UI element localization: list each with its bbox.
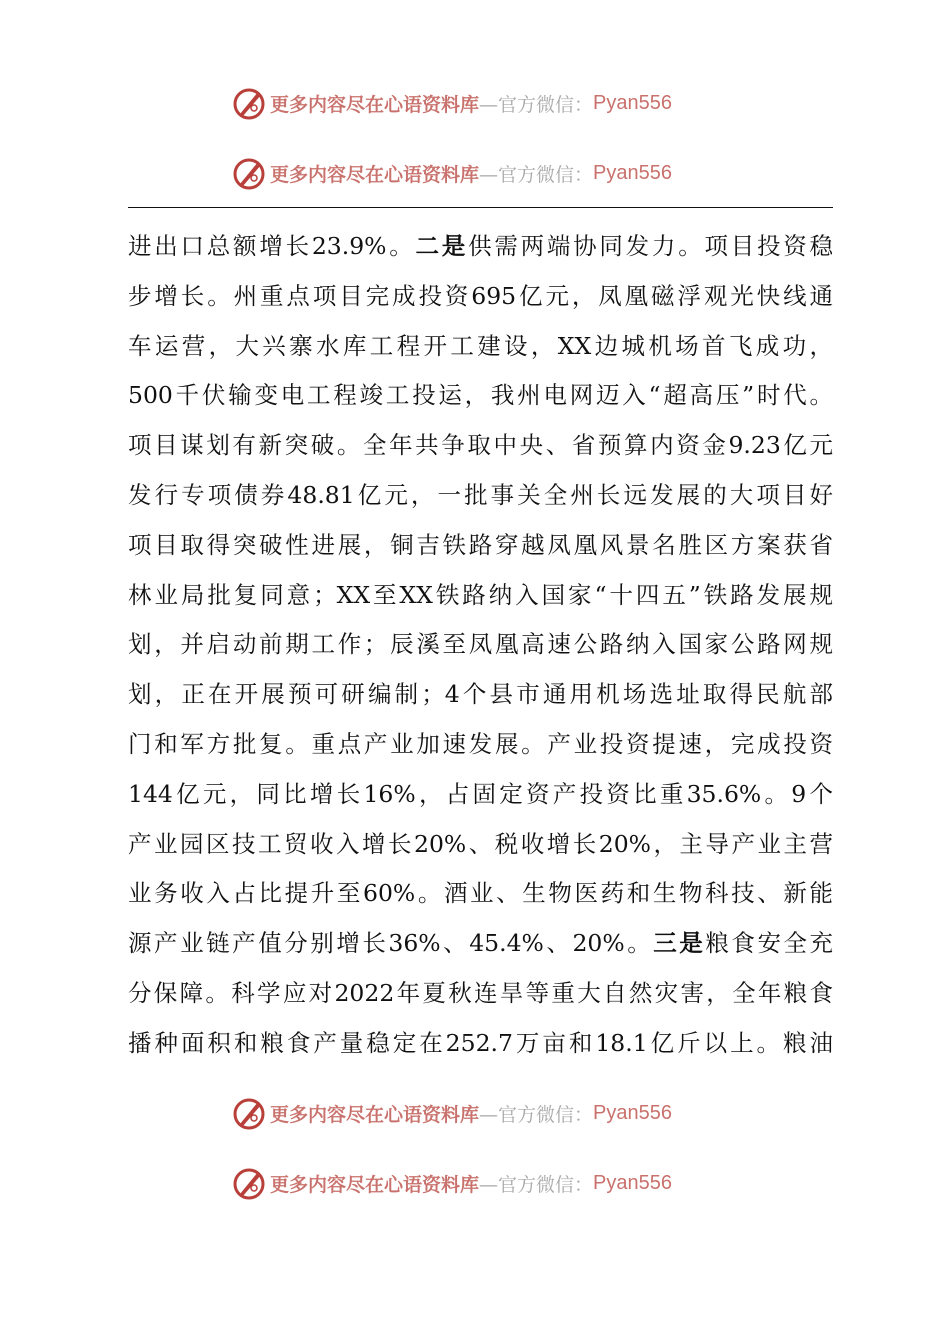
text-line: 项目取得突破性进展，铜吉铁路穿越凤凰风景名胜区方案获省 — [128, 530, 833, 559]
watermark-brand: 更多内容尽在心语资料库 — [270, 1173, 480, 1196]
watermark-banner-top-2 — [230, 153, 672, 193]
quill-logo-icon — [230, 154, 268, 192]
watermark-slogan: —官方微信： — [479, 163, 594, 186]
watermark-wechat-id: Pyan556 — [593, 1101, 672, 1124]
text-line: 划，正在开展预可研编制；4个县市通用机场选址取得民航部 — [128, 680, 833, 709]
watermark-wechat-id: Pyan556 — [593, 1171, 672, 1194]
quill-logo-icon — [230, 84, 268, 122]
text-line: 500千伏输变电工程竣工投运，我州电网迈入“超高压”时代。 — [128, 381, 833, 410]
text-line: 发行专项债券48.81亿元，一批事关全州长远发展的大项目好 — [128, 480, 833, 509]
text-line: 144亿元，同比增长16%，占固定资产投资比重35.6%。9个 — [128, 779, 833, 808]
text-line: 项目谋划有新突破。全年共争取中央、省预算内资金9.23亿元 — [128, 431, 833, 460]
watermark-brand: 更多内容尽在心语资料库 — [270, 163, 480, 186]
watermark-slogan: —官方微信： — [479, 1103, 594, 1126]
text-line: 进出口总额增长23.9%。二是供需两端协同发力。项目投资稳 — [128, 232, 833, 260]
quill-logo-icon — [230, 1164, 268, 1202]
emphasis-text: 三是 — [653, 929, 706, 958]
header-divider — [128, 207, 833, 208]
emphasis-text: 二是 — [415, 232, 469, 260]
text-line: 林业局批复同意；XX至XX铁路纳入国家“十四五”铁路发展规 — [128, 580, 833, 609]
watermark-banner-bottom-2 — [230, 1163, 672, 1203]
text-line: 步增长。州重点项目完成投资695亿元，凤凰磁浮观光快线通 — [128, 281, 833, 310]
watermark-slogan: —官方微信： — [479, 93, 594, 116]
quill-logo-icon — [230, 1094, 268, 1132]
watermark-wechat-id: Pyan556 — [593, 91, 672, 114]
watermark-banner-top-1 — [230, 83, 672, 123]
watermark-banner-bottom-1 — [230, 1093, 672, 1133]
text-line: 源产业链产值分别增长36%、45.4%、20%。三是粮食安全充 — [128, 929, 833, 958]
watermark-brand: 更多内容尽在心语资料库 — [270, 1103, 480, 1126]
watermark-brand: 更多内容尽在心语资料库 — [270, 93, 480, 116]
text-line: 业务收入占比提升至60%。酒业、生物医药和生物科技、新能 — [128, 879, 833, 908]
watermark-wechat-id: Pyan556 — [593, 161, 672, 184]
watermark-slogan: —官方微信： — [479, 1173, 594, 1196]
text-line: 门和军方批复。重点产业加速发展。产业投资提速，完成投资 — [128, 729, 833, 758]
text-line: 产业园区技工贸收入增长20%、税收增长20%，主导产业主营 — [128, 829, 833, 858]
document-body — [128, 222, 833, 1069]
text-line: 划，并启动前期工作；辰溪至凤凰高速公路纳入国家公路网规 — [128, 630, 833, 659]
text-line: 播种面积和粮食产量稳定在252.7万亩和18.1亿斤以上。粮油 — [128, 1028, 833, 1057]
text-line: 车运营，大兴寨水库工程开工建设，XX边城机场首飞成功， — [128, 331, 833, 360]
text-line: 分保障。科学应对2022年夏秋连旱等重大自然灾害，全年粮食 — [128, 978, 833, 1007]
